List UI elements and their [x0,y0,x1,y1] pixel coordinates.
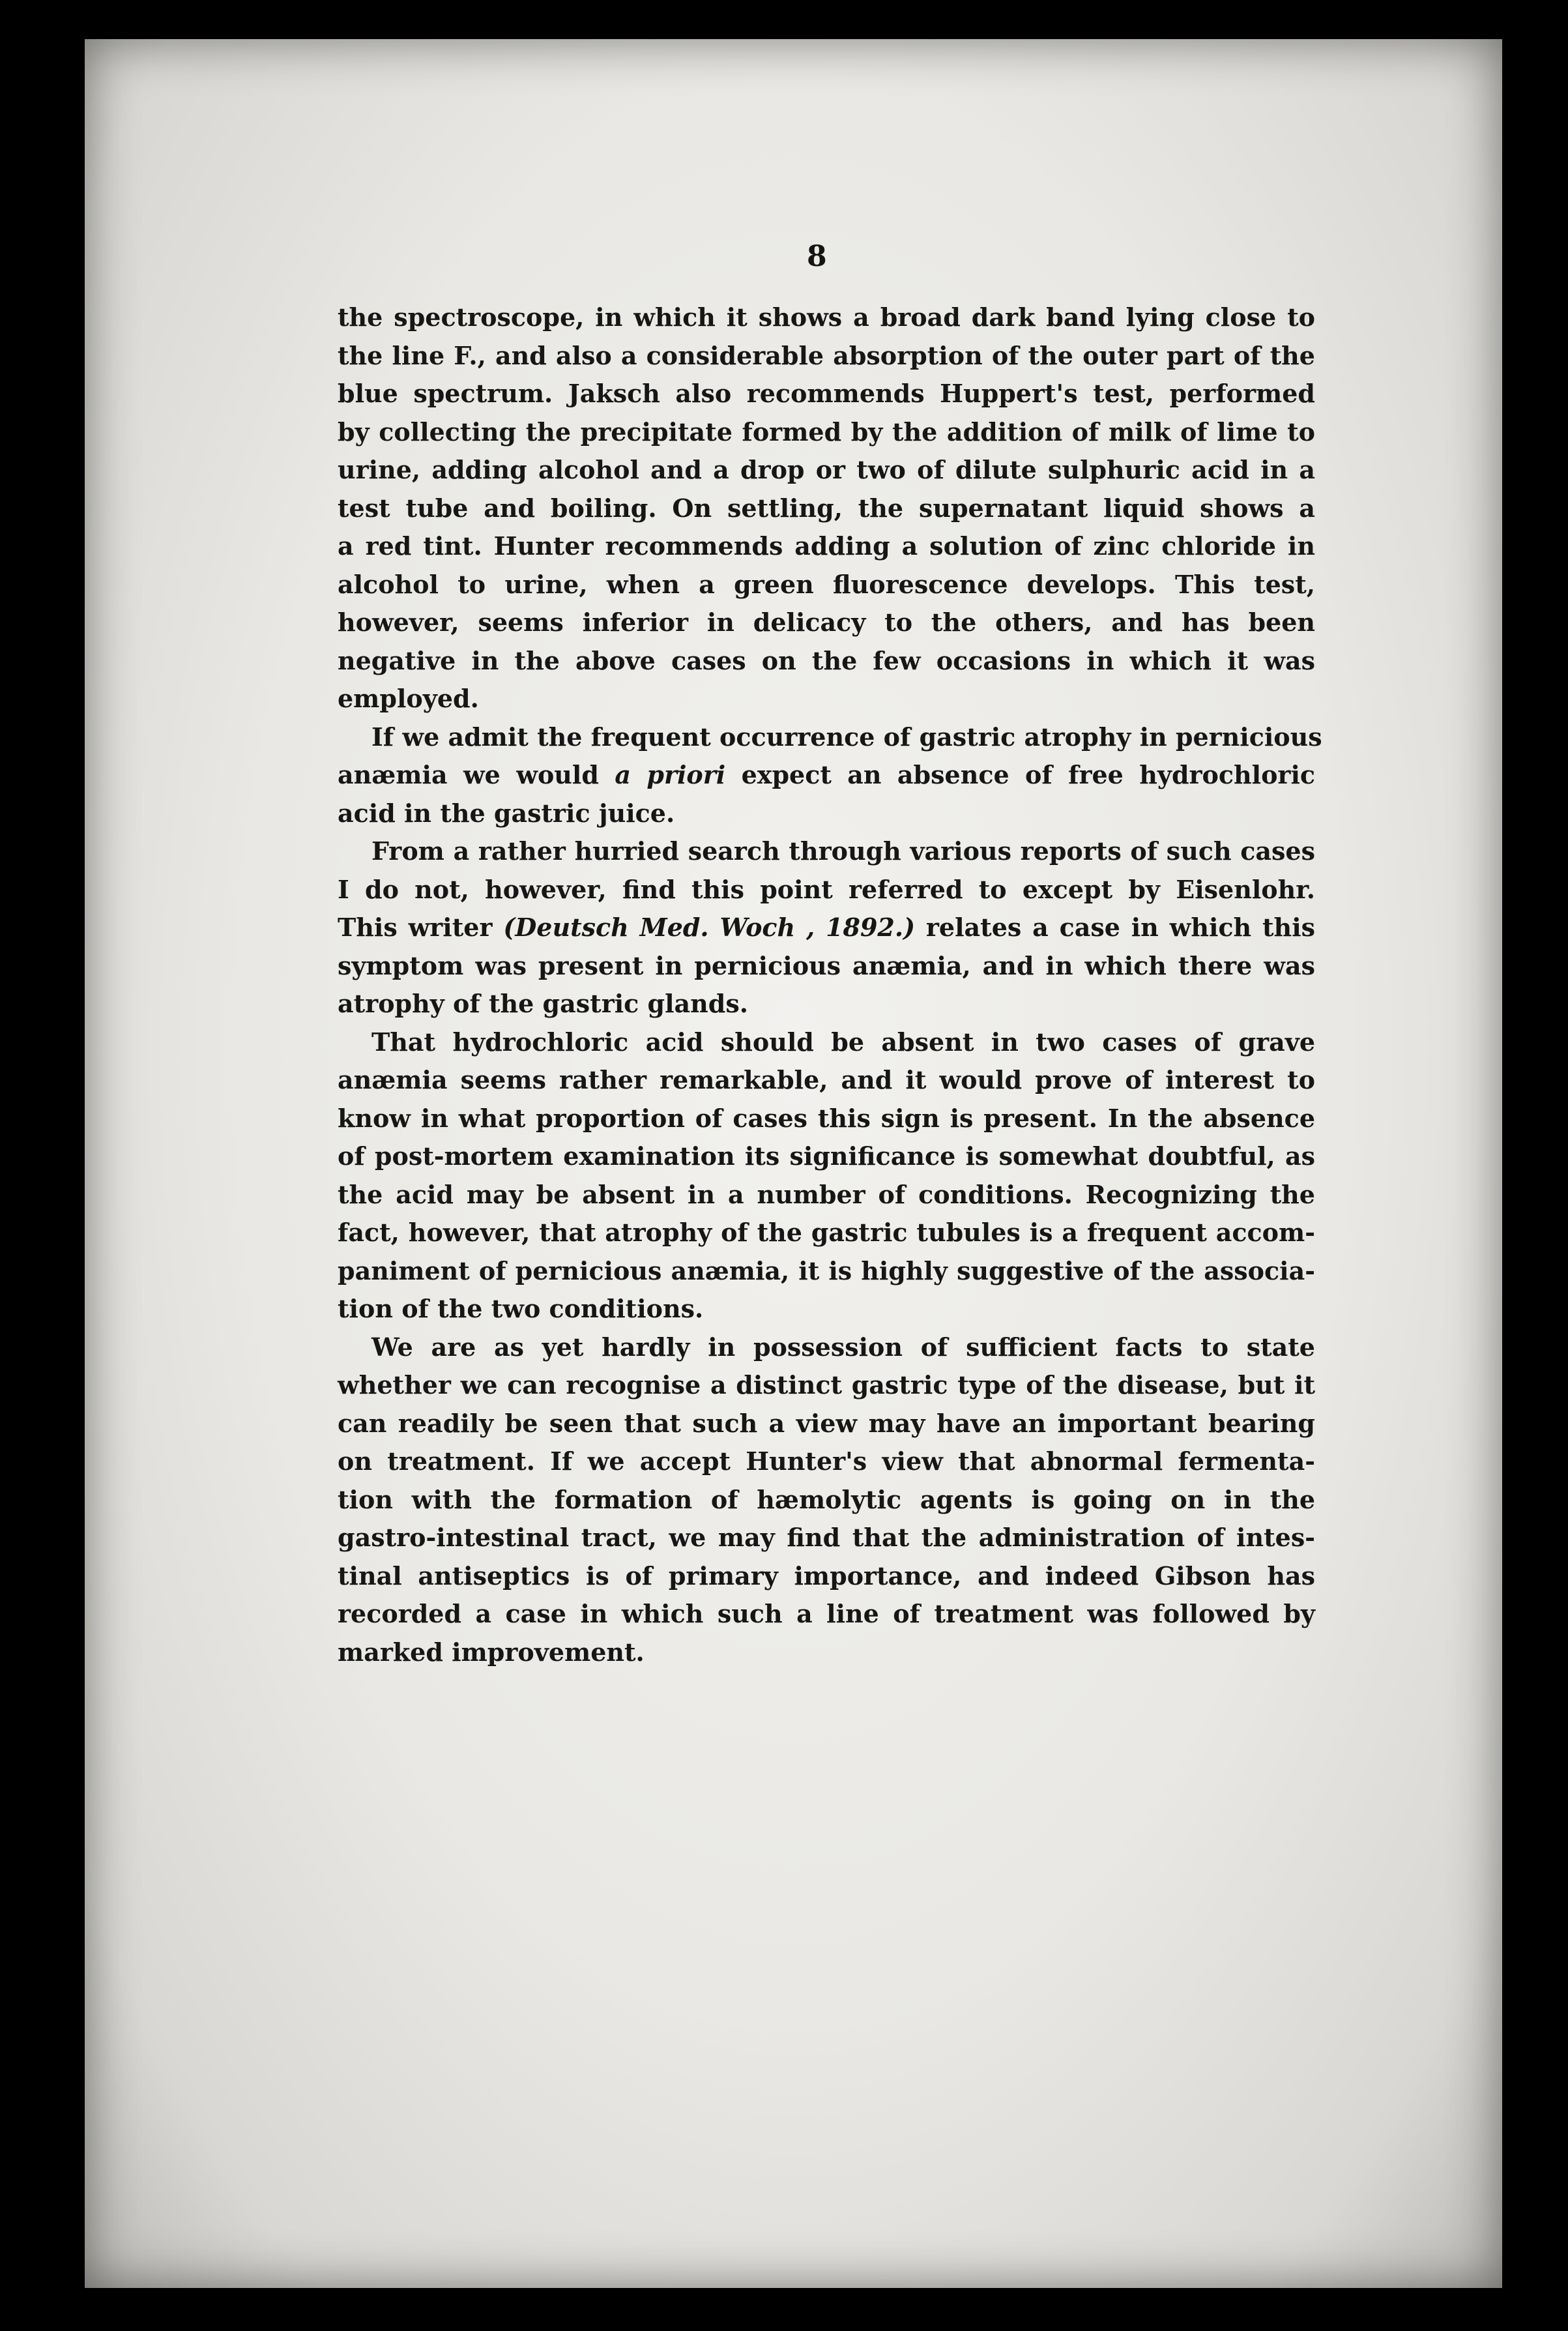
text-line: I do not, however, find this point referred to except by Eisenlohr. [338,874,1315,904]
text-line: test tube and boiling. On settling, the supernatant liquid shows a [338,493,1315,523]
italic-phrase: (Deutsch Med. Woch , 1892.) [503,913,916,942]
text-line: anæmia seems rather remarkable, and it would prove of interest to [338,1065,1315,1094]
italic-phrase: a priori [615,760,726,789]
text-line: employed. [338,684,479,713]
text-line: recorded a case in which such a line of treatment was followed by [338,1599,1315,1628]
text-line: tion of the two conditions. [338,1294,704,1323]
text-line: anæmia we would a priori expect an absence of free hydrochloric [338,760,1316,789]
text-line: however, seems inferior in delicacy to the others, and has been [338,608,1315,637]
text-line: marked improvement. [338,1637,645,1667]
text-line: by collecting the precipitate formed by the addition of milk of lime to [338,417,1315,447]
text-line: blue spectrum. Jaksch also recommends Huppert's test, performed [338,379,1315,408]
text-line: alcohol to urine, when a green fluorescence develops. This test, [338,569,1315,599]
text-line: fact, however, that atrophy of the gastric tubules is a frequent accom- [338,1218,1315,1247]
text-line: paniment of pernicious anæmia, it is highly suggestive of the associa- [338,1255,1315,1285]
text-line: From a rather hurried search through various reports of such cases [371,836,1315,866]
text-line: This writer (Deutsch Med. Woch , 1892.) relates a case in which this [338,913,1316,942]
text-line: the line F., and also a considerable absorption of the outer part of the [338,340,1315,370]
text-line: That hydrochloric acid should be absent in two cases of grave [371,1027,1315,1057]
body-text [338,299,1322,1671]
text-line: negative in the above cases on the few occasions in which it was [338,645,1315,675]
text-line: whether we can recognise a distinct gastric type of the disease, but it [338,1370,1315,1400]
text-line: a red tint. Hunter recommends adding a solution of zinc chloride in [338,531,1315,561]
text-line: tion with the formation of hæmolytic agents is going on in the [338,1484,1315,1514]
text-line: on treatment. If we accept Hunter's view that abnormal fermenta- [338,1446,1315,1476]
page-number: 8 [807,240,827,273]
text-line: can readily be seen that such a view may have an important bearing [338,1408,1315,1438]
text-line: symptom was present in pernicious anæmia, and in which there was [338,950,1315,980]
text-line: of post-mortem examination its significance is somewhat doubtful, as [338,1141,1315,1171]
text-line: urine, adding alcohol and a drop or two of dilute sulphuric acid in a [338,455,1315,484]
text-line: We are as yet hardly in possession of sufficient facts to state [371,1332,1315,1362]
text-line: gastro-intestinal tract, we may find that the administration of intes- [338,1523,1315,1552]
text-line: tinal antiseptics is of primary importance, and indeed Gibson has [338,1561,1315,1591]
text-line: acid in the gastric juice. [338,798,675,828]
text-line: If we admit the frequent occurrence of gastric atrophy in pernicious [371,722,1322,752]
text-line: the spectroscope, in which it shows a broad dark band lying close to [338,302,1315,332]
text-line: know in what proportion of cases this sign is present. In the absence [338,1103,1315,1133]
text-line: atrophy of the gastric glands. [338,989,748,1018]
text-line: the acid may be absent in a number of conditions. Recognizing the [338,1179,1315,1209]
